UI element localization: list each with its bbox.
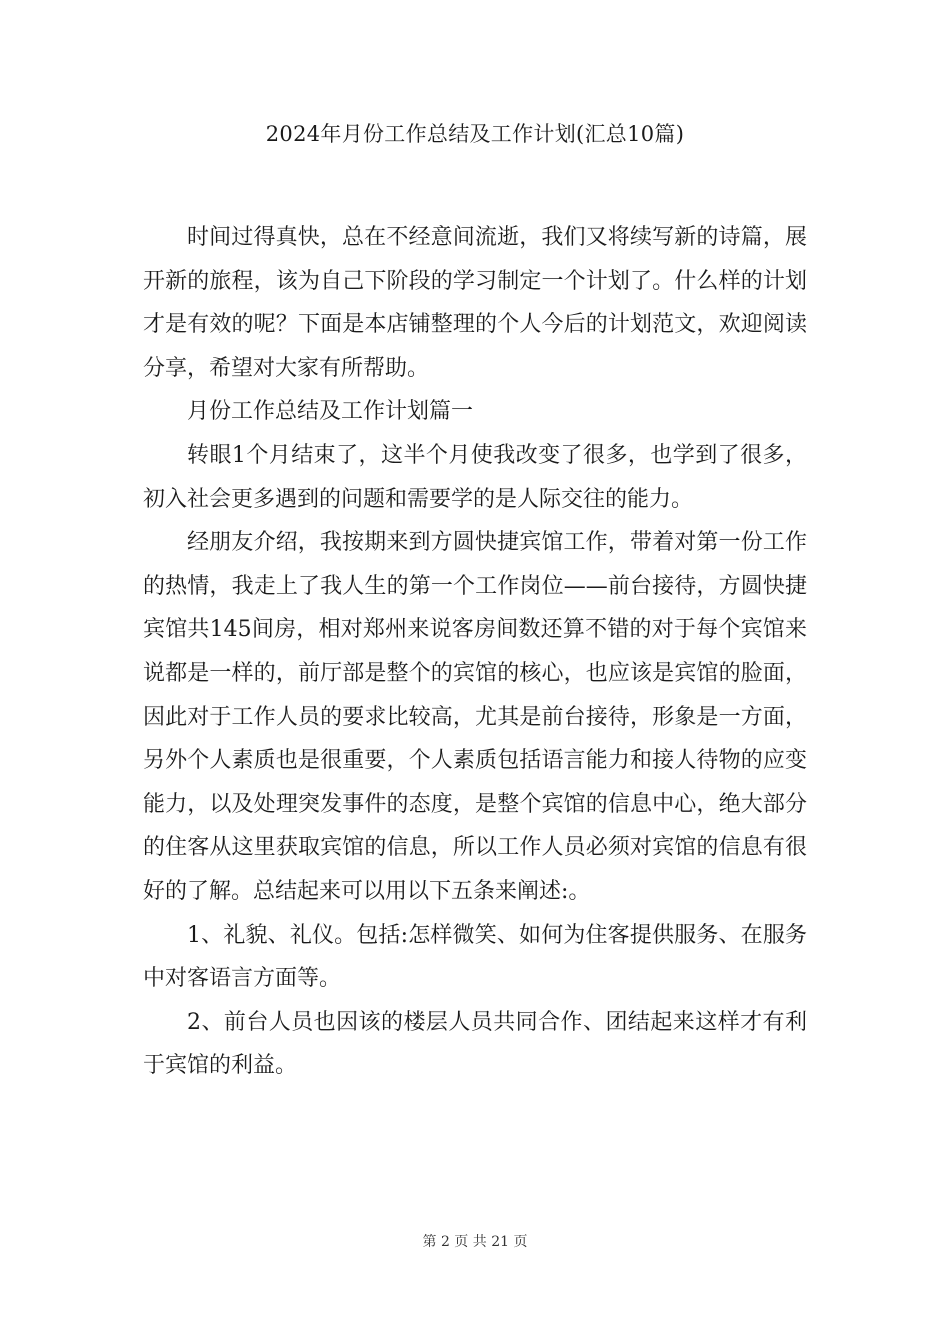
intro-paragraph: 时间过得真快，总在不经意间流逝，我们又将续写新的诗篇，展开新的旅程，该为自己下阶段的学习制定一个计划了。什么样的计划才是有效的呢？下面是本店铺整理的个人今后的计划范文，欢迎阅读分享，希望对大家有所帮助。 bbox=[143, 225, 807, 381]
document-title: 2024年月份工作总结及工作计划(汇总10篇) bbox=[265, 122, 685, 146]
list-item: 1、礼貌、礼仪。包括:怎样微笑、如何为住客提供服务、在服务中对客语言方面等。 bbox=[143, 922, 807, 992]
list-item: 2、前台人员也因该的楼层人员共同合作、团结起来这样才有利于宾馆的利益。 bbox=[143, 1009, 807, 1079]
body-paragraph: 转眼1个月结束了，这半个月使我改变了很多，也学到了很多，初入社会更多遇到的问题和需要学的是人际交往的能力。 bbox=[143, 442, 807, 512]
body-paragraph: 经朋友介绍，我按期来到方圆快捷宾馆工作，带着对第一份工作的热情，我走上了我人生的第一个工作岗位——前台接待，方圆快捷宾馆共145间房，相对郑州来说客房间数还算不错的对于每个宾馆来说都是一样的，前厅部是整个的宾馆的核心，也应该是宾馆的脸面，因此对于工作人员的要求比较高，尤其是前台接待，形象是一方面，另外个人素质也是很重要，个人素质包括语言能力和接人待物的应变能力，以及处理突发事件的态度，是整个宾馆的信息中心，绝大部分的住客从这里获取宾馆的信息，所以工作人员必须对宾馆的信息有很好的了解。总结起来可以用以下五条来阐述:。 bbox=[143, 530, 807, 904]
document-body bbox=[143, 216, 807, 1088]
page-number-footer: 第 2 页 共 21 页 bbox=[422, 1234, 528, 1250]
section-heading: 月份工作总结及工作计划篇一 bbox=[187, 399, 474, 425]
